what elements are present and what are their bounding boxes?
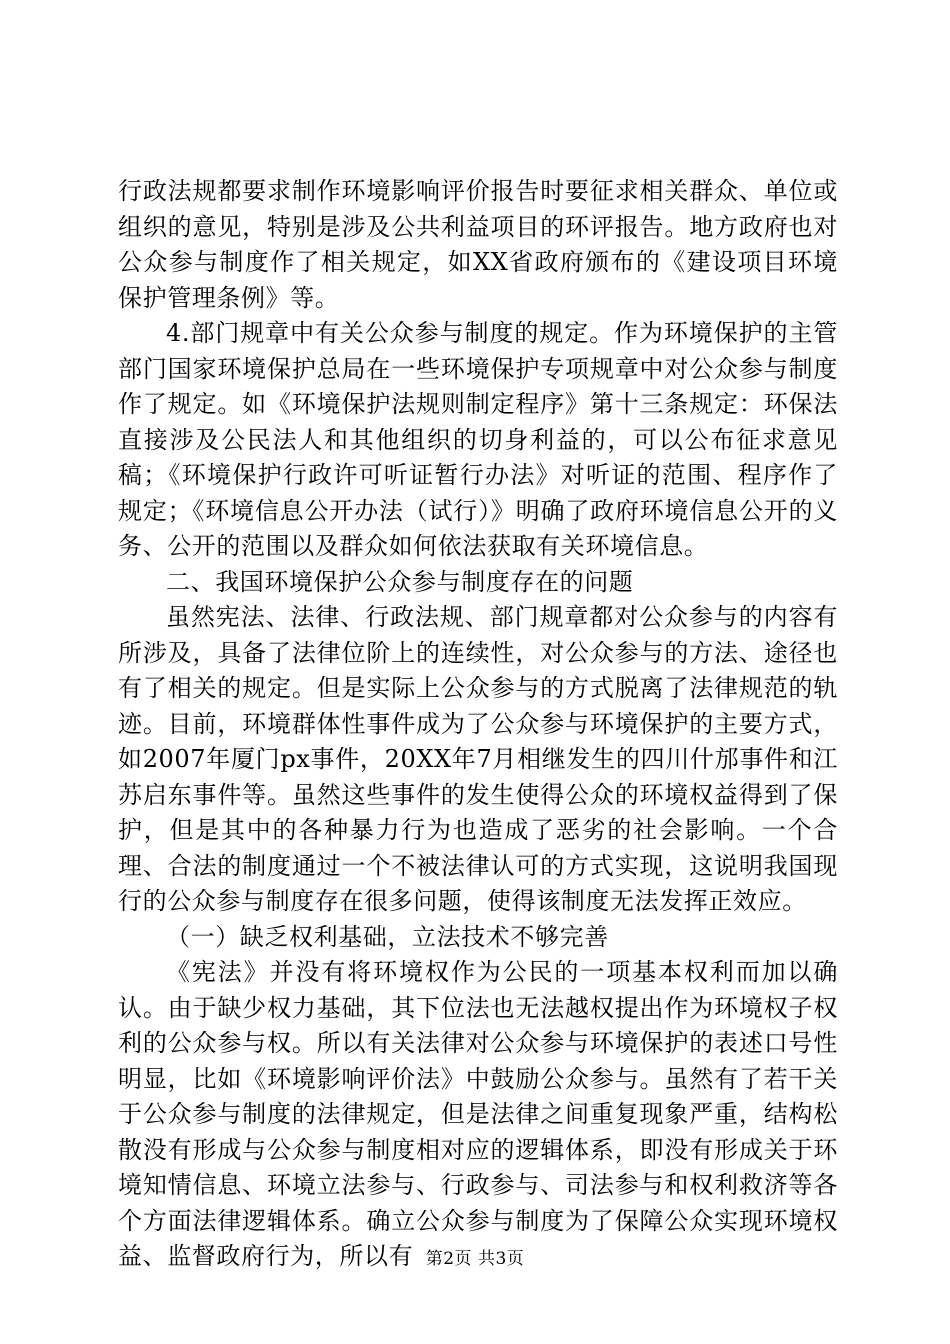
document-body (118, 174, 838, 1275)
section-heading: 二、我国环境保护公众参与制度存在的问题 (166, 567, 634, 596)
page-footer: 第2页 共3页 (425, 1249, 525, 1269)
paragraph-4: 《宪法》并没有将环境权作为公民的一项基本权利而加以确认。由于缺少权力基础，其下位法也无法越权提出作为环境权子权利的公众参与权。所以有关法律对公众参与环境保护的表述口号性明显，比如《环境影响评价法》中鼓励公众参与。虽然有了若干关于公众参与制度的法律规定，但是法律之间重复现象严重，结构松散没有形成与公众参与制度相对应的逻辑体系，即没有形成关于环境知情信息、环境立法参与、行政参与、司法参与和权利救济等各个方面法律逻辑体系。确立公众参与制度为了保障公众实现环境权益、监督政府行为，所以有 (118, 958, 838, 1270)
paragraph-3: 虽然宪法、法律、行政法规、部门规章都对公众参与的内容有所涉及，具备了法律位阶上的连续性，对公众参与的方法、途径也有了相关的规定。但是实际上公众参与的方式脱离了法律规范的轨迹。目前，环境群体性事件成为了公众参与环境保护的主要方式，如2007年厦门px事件，20XX年7月相继发生的四川什邡事件和江苏启东事件等。虽然这些事件的发生使得公众的环境权益得到了保护，但是其中的各种暴力行为也造成了恶劣的社会影响。一个合理、合法的制度通过一个不被法律认可的方式实现，这说明我国现行的公众参与制度存在很多问题，使得该制度无法发挥正效应。 (118, 603, 838, 915)
subsection-heading: （一）缺乏权利基础，立法技术不够完善 (166, 922, 609, 951)
paragraph-1: 行政法规都要求制作环境影响评价报告时要征求相关群众、单位或组织的意见，特别是涉及公共利益项目的环评报告。地方政府也对公众参与制度作了相关规定，如XX省政府颁布的《建设项目环境保护管理条例》等。 (118, 177, 838, 312)
paragraph-2: 4.部门规章中有关公众参与制度的规定。作为环境保护的主管部门国家环境保护总局在一些环境保护专项规章中对公众参与制度作了规定。如《环境保护法规则制定程序》第十三条规定：环保法直接涉及公民法人和其他组织的切身利益的，可以公布征求意见稿；《环境保护行政许可听证暂行办法》对听证的范围、程序作了规定；《环境信息公开办法（试行）》明确了政府环境信息公开的义务、公开的范围以及群众如何依法获取有关环境信息。 (118, 319, 838, 560)
